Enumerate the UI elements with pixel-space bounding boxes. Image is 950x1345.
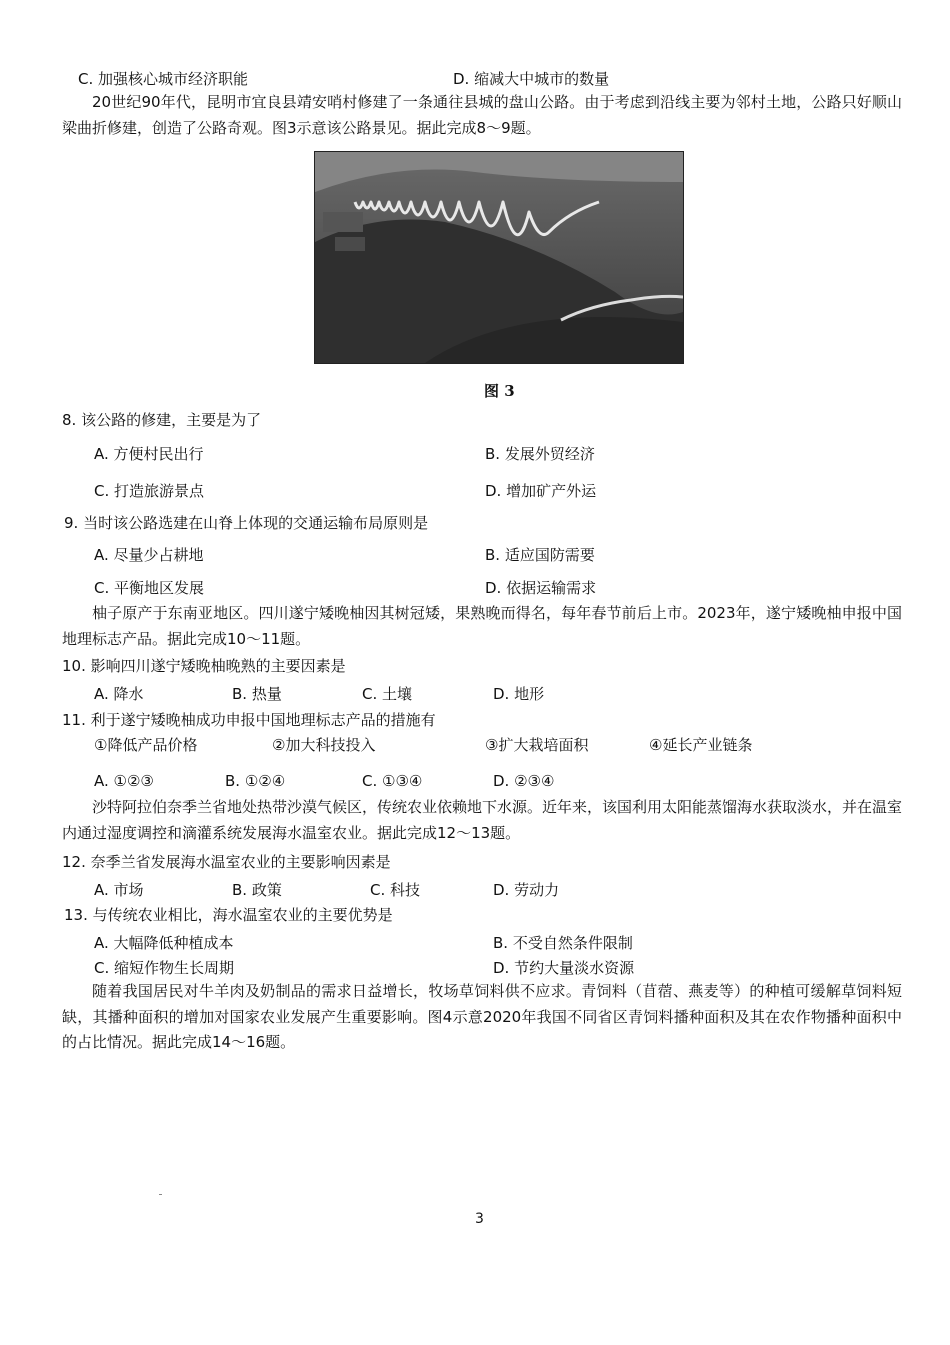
- q12-option-b: B. 政策: [232, 881, 282, 899]
- figure-3-road-photo: [314, 151, 684, 364]
- passage-12-13: 沙特阿拉伯奈季兰省地处热带沙漠气候区，传统农业依赖地下水源。近年来，该国利用太阳能蒸馏海水获取淡水，并在温室内通过湿度调控和滴灌系统发展海水温室农业。据此完成12～13题。: [62, 798, 903, 842]
- page-number: 3: [475, 1211, 484, 1227]
- q10-option-c: C. 土壤: [362, 685, 413, 703]
- q11-option-d: D. ②③④: [493, 772, 555, 790]
- q13-option-c: C. 缩短作物生长周期: [94, 959, 235, 977]
- q8-stem: 8. 该公路的修建，主要是为了: [62, 411, 262, 429]
- figure-caption: 图 3: [484, 382, 515, 400]
- q10-option-b: B. 热量: [232, 685, 282, 703]
- q9-option-c: C. 平衡地区发展: [94, 579, 205, 597]
- q13-option-d: D. 节约大量淡水资源: [493, 959, 635, 977]
- q9-stem: 9. 当时该公路选建在山脊上体现的交通运输布局原则是: [64, 514, 429, 532]
- q8-option-b: B. 发展外贸经济: [485, 445, 595, 463]
- q12-option-c: C. 科技: [370, 881, 421, 899]
- q8-option-a: A. 方便村民出行: [94, 445, 204, 463]
- q11-item-3: ③扩大栽培面积: [485, 736, 589, 754]
- q11-option-a: A. ①②③: [94, 772, 154, 790]
- q13-stem: 13. 与传统农业相比，海水温室农业的主要优势是: [64, 906, 393, 924]
- q9-option-d: D. 依据运输需求: [485, 579, 597, 597]
- q12-option-a: A. 市场: [94, 881, 144, 899]
- prev-option-d: D. 缩减大中城市的数量: [453, 70, 610, 88]
- q11-option-c: C. ①③④: [362, 772, 423, 790]
- q11-item-2: ②加大科技投入: [272, 736, 376, 754]
- q10-stem: 10. 影响四川遂宁矮晚柚晚熟的主要因素是: [62, 657, 346, 675]
- q12-stem: 12. 奈季兰省发展海水温室农业的主要影响因素是: [62, 853, 391, 871]
- q11-item-4: ④延长产业链条: [649, 736, 753, 754]
- q11-option-b: B. ①②④: [225, 772, 286, 790]
- prev-option-c: C. 加强核心城市经济职能: [78, 70, 249, 88]
- passage-10-11: 柚子原产于东南亚地区。四川遂宁矮晚柚因其树冠矮，果熟晚而得名，每年春节前后上市。2023年，遂宁矮晚柚申报中国地理标志产品。据此完成10～11题。: [62, 604, 902, 648]
- q8-option-d: D. 增加矿产外运: [485, 482, 597, 500]
- q8-option-c: C. 打造旅游景点: [94, 482, 205, 500]
- passage-14-16: 随着我国居民对牛羊肉及奶制品的需求日益增长，牧场草饲料供不应求。青饲料（苜蓿、燕麦等）的种植可缓解草饲料短缺，其播种面积的增加对国家农业发展产生重要影响。图4示意2020年我国不同省区青饲料播种面积及其在农作物播种面积中的占比情况。据此完成14～16题。: [62, 982, 902, 1051]
- q10-option-a: A. 降水: [94, 685, 144, 703]
- q13-option-b: B. 不受自然条件限制: [493, 934, 633, 952]
- q9-option-a: A. 尽量少占耕地: [94, 546, 204, 564]
- q11-item-1: ①降低产品价格: [94, 736, 198, 754]
- q9-option-b: B. 适应国防需要: [485, 546, 595, 564]
- q10-option-d: D. 地形: [493, 685, 545, 703]
- q12-option-d: D. 劳动力: [493, 881, 560, 899]
- q13-option-a: A. 大幅降低种植成本: [94, 934, 234, 952]
- passage-8-9: 20世纪90年代，昆明市宜良县靖安哨村修建了一条通往县城的盘山公路。由于考虑到沿线主要为邻村土地，公路只好顺山梁曲折修建，创造了公路奇观。图3示意该公路景见。据此完成8～9题。: [62, 93, 902, 137]
- stray-mark: [159, 1194, 162, 1195]
- q11-stem: 11. 利于遂宁矮晚柚成功申报中国地理标志产品的措施有: [62, 711, 436, 729]
